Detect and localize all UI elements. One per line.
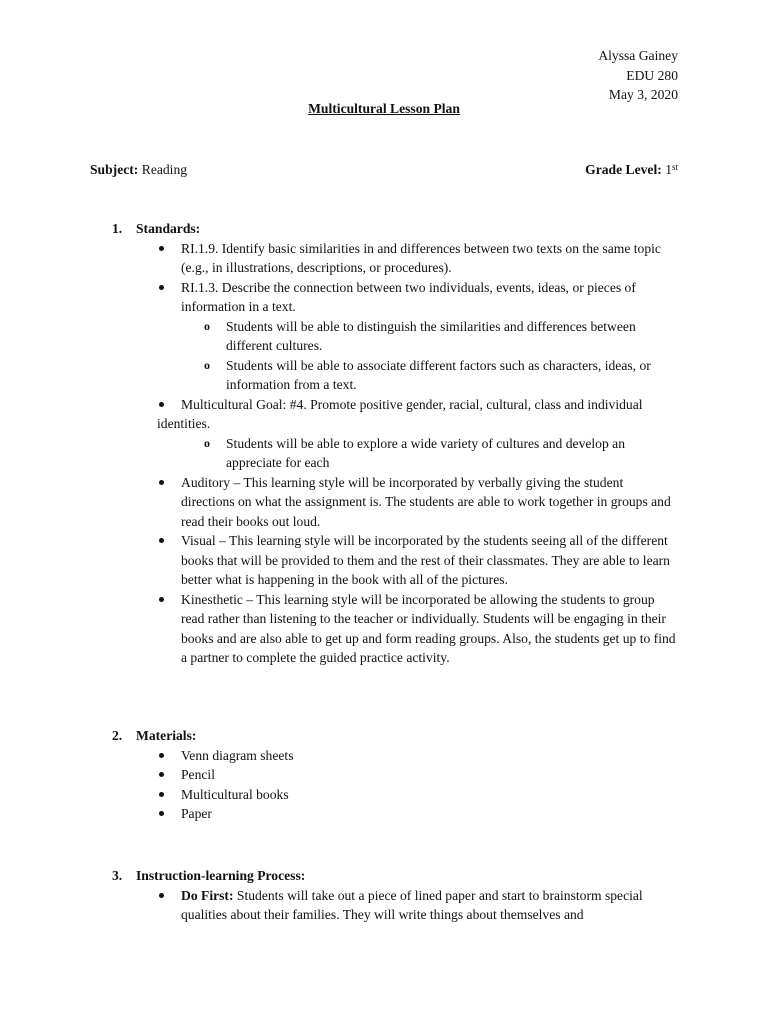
sub-list-item: o Students will be able to explore a wide variety of cultures and develop an appreciate for each: [112, 434, 678, 473]
do-first-label: Do First:: [181, 887, 234, 903]
standards-list: [112, 239, 678, 668]
section-title: Materials:: [136, 728, 197, 743]
grade-line: [585, 160, 678, 180]
sub-list-item: o Students will be able to distinguish the similarities and differences between different cultures.: [112, 317, 678, 356]
list-item: Pencil: [112, 765, 678, 785]
grade-suffix: st: [671, 162, 678, 172]
list-item: [112, 395, 678, 473]
section-title: Instruction-learning Process:: [136, 868, 306, 883]
section-number: 2.: [112, 728, 123, 743]
list-item-text: RI.1.3. Describe the connection between two individuals, events, ideas, or pieces of information in a text.: [181, 279, 636, 314]
author-name: Alyssa Gainey: [598, 48, 678, 63]
list-item-text: Multicultural Goal: #4. Promote positive gender, racial, cultural, class and individual identities.: [157, 396, 643, 431]
process-section: [112, 866, 678, 925]
subject-label: Subject:: [90, 162, 139, 177]
course-code: EDU 280: [626, 67, 678, 83]
materials-heading: [112, 726, 678, 746]
materials-section: [112, 726, 678, 824]
process-list: [112, 886, 678, 925]
document-date: May 3, 2020: [608, 87, 678, 102]
list-item: [112, 278, 678, 395]
list-item: Multicultural books: [112, 785, 678, 805]
section-number: 1.: [112, 221, 123, 236]
subject-value: Reading: [141, 162, 188, 177]
sub-list-item: o Students will be able to associate different factors such as characters, ideas, or information from a text.: [112, 356, 678, 395]
grade-value: 1: [665, 162, 672, 177]
materials-list: [112, 746, 678, 824]
section-number: 3.: [112, 868, 123, 883]
standards-heading: [112, 219, 678, 239]
list-item: Paper: [112, 804, 678, 824]
process-heading: [112, 866, 678, 886]
author-header: [598, 46, 678, 105]
standards-section: [112, 219, 678, 668]
do-first-text: Students will take out a piece of lined paper and start to brainstorm special qualities about their families. They will write things about themselves and: [181, 887, 643, 922]
list-item: Venn diagram sheets: [112, 746, 678, 766]
list-item: [112, 886, 678, 925]
list-item: RI.1.9. Identify basic similarities in and differences between two texts on the same topic (e.g., in illustrations, descriptions, or procedures).: [112, 239, 678, 278]
subject-line: [90, 160, 187, 180]
section-title: Standards:: [136, 221, 201, 236]
list-item: Visual – This learning style will be incorporated by the students seeing all of the different books that will be provided to them and the rest of their classmates. They are able to learn better what is happening in the book with all of the pictures.: [112, 531, 678, 590]
list-item: Auditory – This learning style will be incorporated by verbally giving the student directions on what the assignment is. The students are able to work together in groups and read their books out loud.: [112, 473, 678, 532]
list-item: Kinesthetic – This learning style will be incorporated be allowing the students to group read rather than listening to the teacher or individually. Students will be engaging in their books and are also able to get up and form reading groups. Also, the students get up to find a partner to complete the guided practice activity.: [112, 590, 678, 668]
sub-list: [157, 434, 678, 473]
document-title: Multicultural Lesson Plan: [308, 101, 460, 116]
grade-label: Grade Level:: [585, 162, 662, 177]
sub-list: [181, 317, 678, 395]
